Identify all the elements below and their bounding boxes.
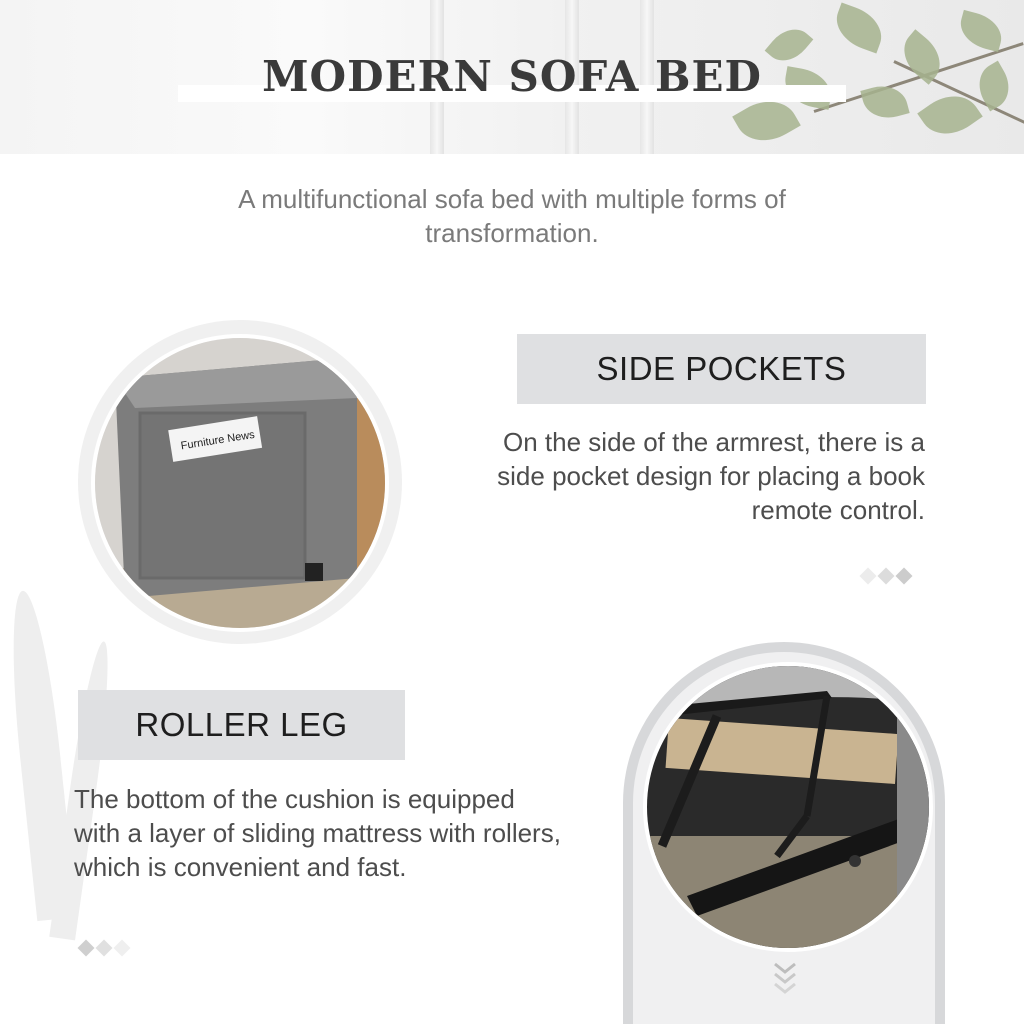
sofa-side-pocket-photo-icon xyxy=(95,338,385,628)
side-pocket-image xyxy=(91,334,389,632)
diamond-divider-icon xyxy=(80,942,128,954)
diamond-divider-icon xyxy=(862,570,910,582)
side-pockets-description: On the side of the armrest, there is a side pocket design for placing a book remote control. xyxy=(497,427,925,525)
roller-leg-label-text: ROLLER LEG xyxy=(135,706,348,743)
side-pockets-label-text: SIDE POCKETS xyxy=(596,350,847,387)
chevron-down-icon xyxy=(772,960,798,996)
roller-leg-description: The bottom of the cushion is equipped with a layer of sliding mattress with rollers, which is convenient and fast. xyxy=(74,784,561,882)
side-pockets-label xyxy=(517,334,926,404)
roller-leg-image xyxy=(643,662,933,952)
roller-leg-label xyxy=(78,690,405,760)
page-title: MODERN SOFA BED xyxy=(262,52,762,101)
magazine-title-text: Furniture News xyxy=(179,428,256,453)
page-subtitle: A multifunctional sofa bed with multiple forms of transformation. xyxy=(238,184,786,248)
sofa-roller-frame-photo-icon xyxy=(647,666,929,948)
